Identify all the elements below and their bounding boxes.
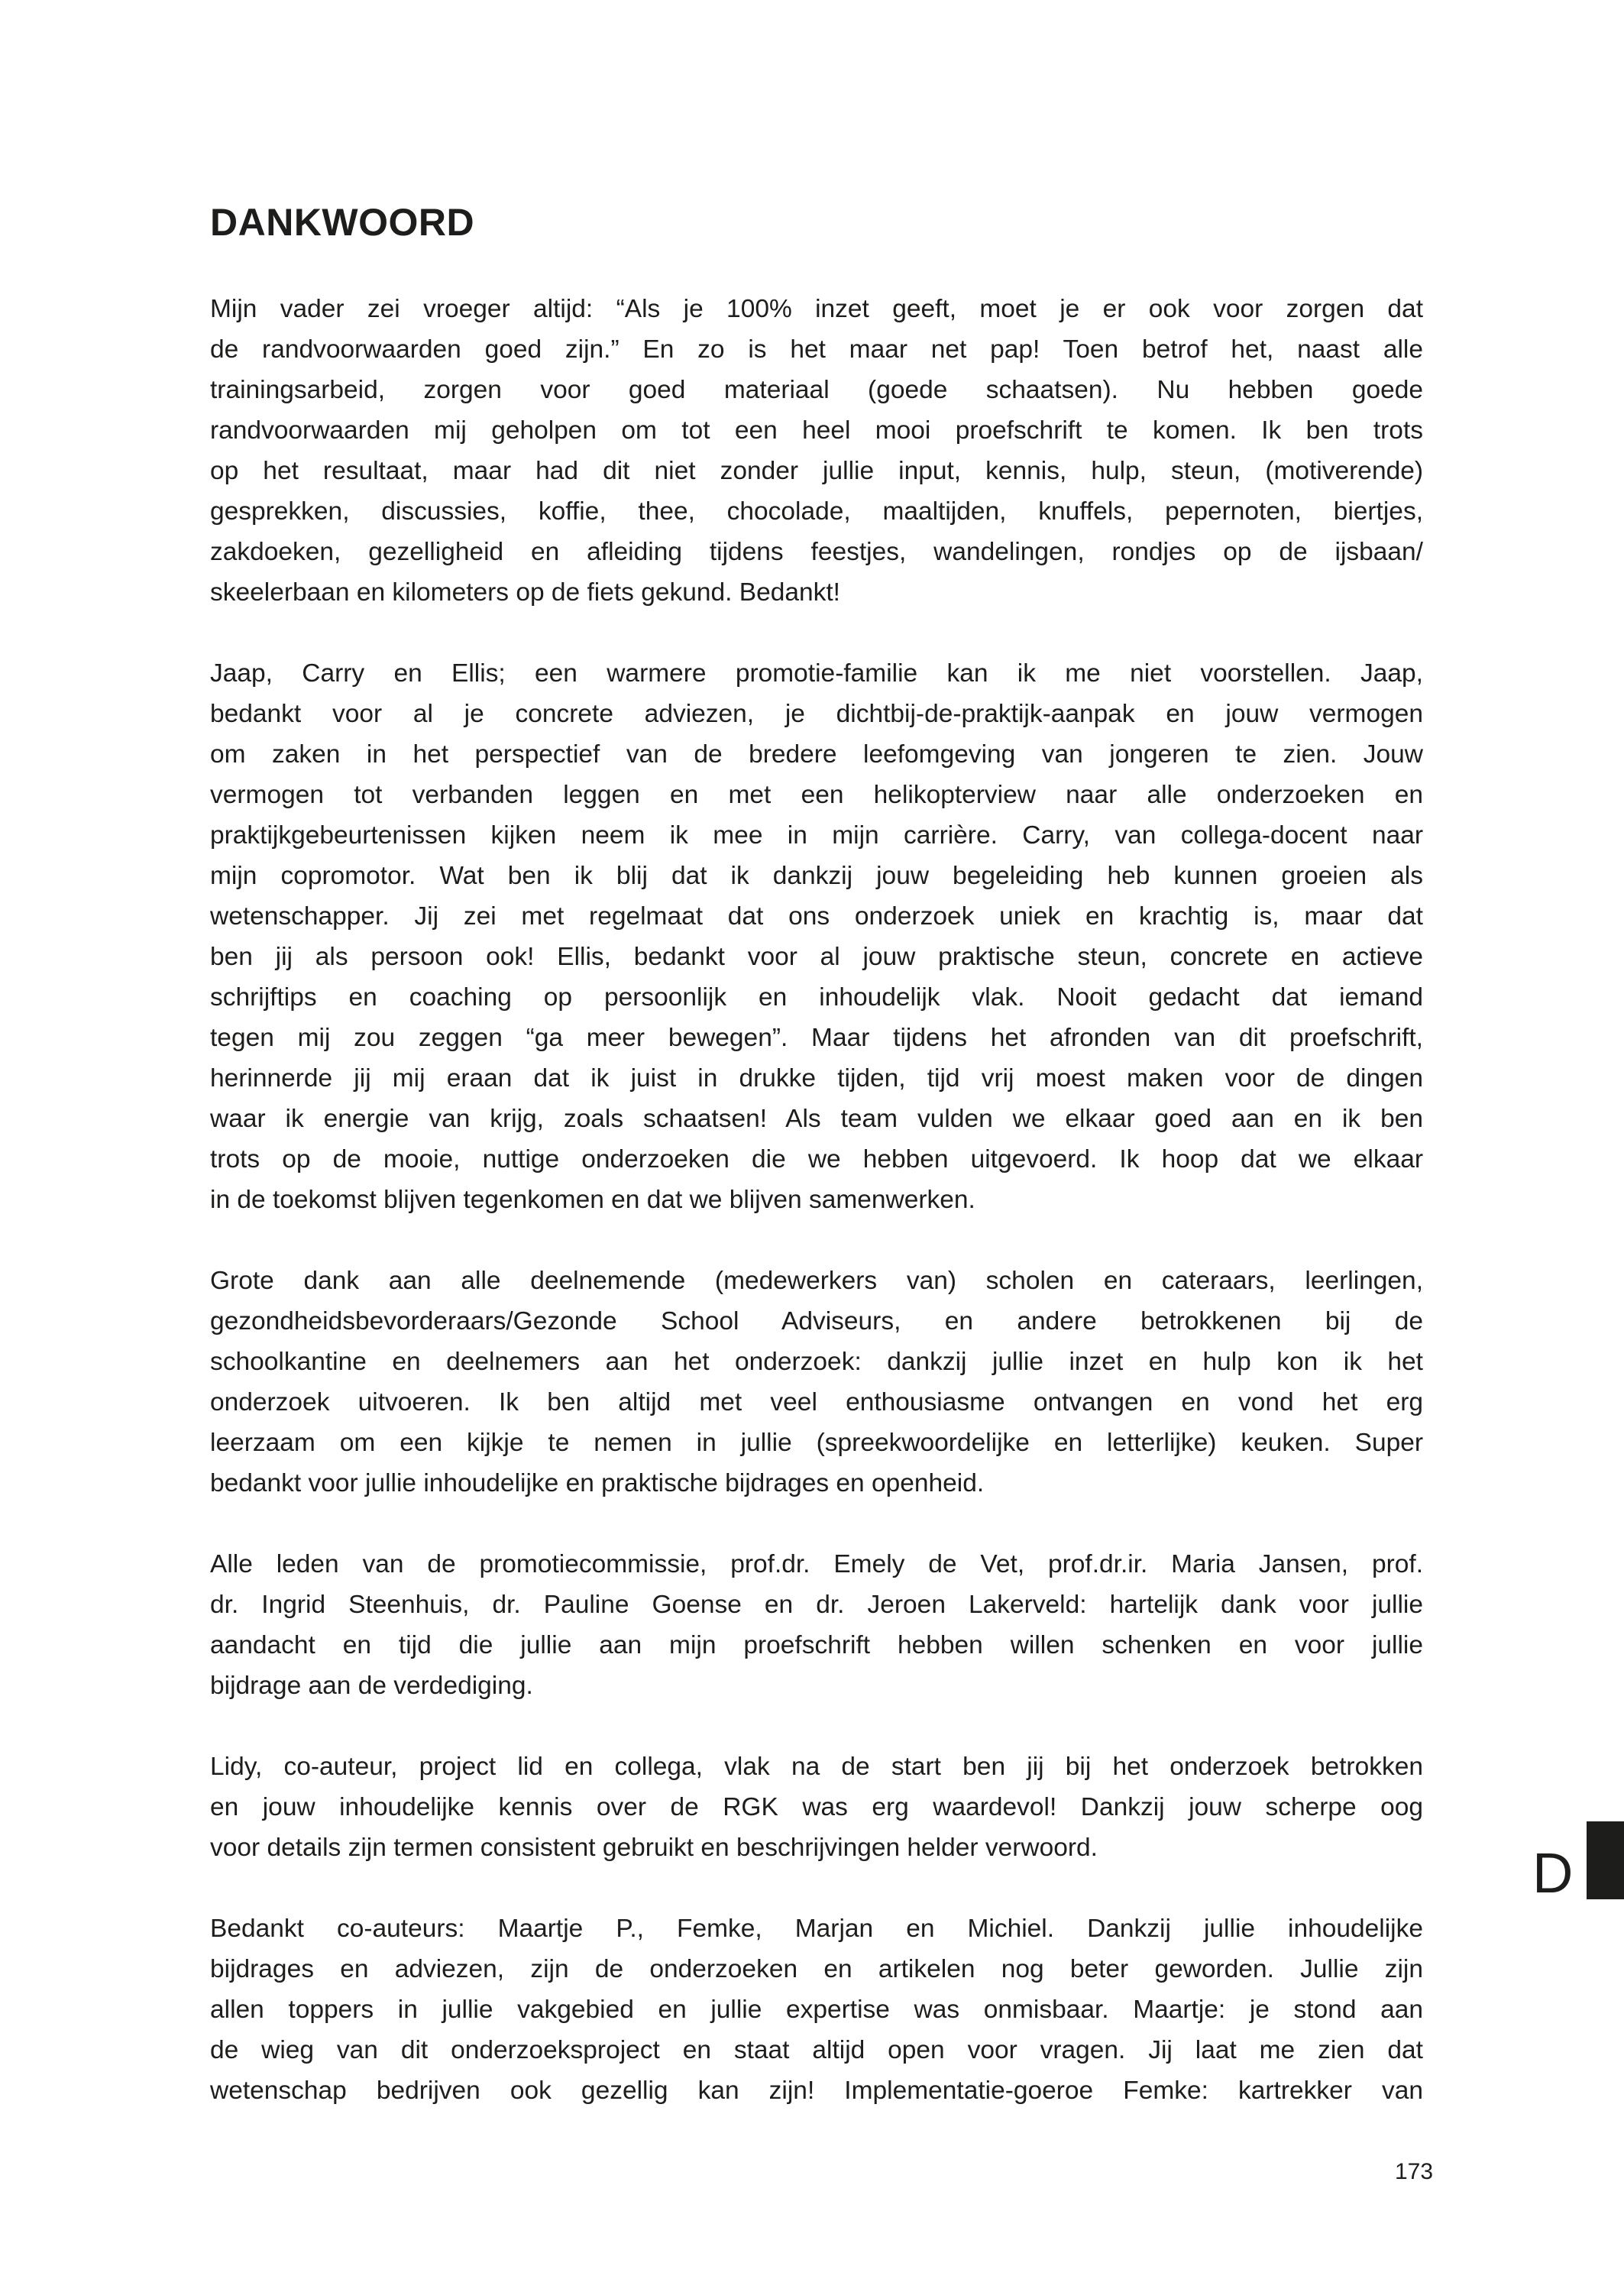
text-line: mijn copromotor. Wat ben ik blij dat ik dankzij jouw begeleiding heb kunnen groeien als bbox=[210, 862, 1423, 890]
text-line: herinnerde jij mij eraan dat ik juist in drukke tijden, tijd vrij moest maken voor de dingen bbox=[210, 1064, 1423, 1093]
text-line: op het resultaat, maar had dit niet zonder jullie input, kennis, hulp, steun, (motiverende) bbox=[210, 457, 1423, 485]
text-line: wetenschap bedrijven ook gezellig kan zijn! Implementatie-goeroe Femke: kartrekker van bbox=[210, 2077, 1423, 2105]
text-line: bijdrage aan de verdediging. bbox=[210, 1672, 533, 1700]
text-line: schoolkantine en deelnemers aan het onderzoek: dankzij jullie inzet en hulp kon ik het bbox=[210, 1348, 1423, 1376]
text-line: Jaap, Carry en Ellis; een warmere promotie-familie kan ik me niet voorstellen. Jaap, bbox=[210, 659, 1423, 688]
text-line: Mijn vader zei vroeger altijd: “Als je 100% inzet geeft, moet je er ook voor zorgen dat bbox=[210, 295, 1423, 323]
text-line: dr. Ingrid Steenhuis, dr. Pauline Goense en dr. Jeroen Lakerveld: hartelijk dank voor jullie bbox=[210, 1591, 1423, 1619]
page-title: DANKWOORD bbox=[210, 201, 475, 244]
text-line: bedankt voor al je concrete adviezen, je dichtbij-de-praktijk-aanpak en jouw vermogen bbox=[210, 700, 1423, 728]
text-line: en jouw inhoudelijke kennis over de RGK was erg waardevol! Dankzij jouw scherpe oog bbox=[210, 1793, 1423, 1821]
text-line: zakdoeken, gezelligheid en afleiding tijdens feestjes, wandelingen, rondjes op de ijsbaan/ bbox=[210, 538, 1423, 566]
text-line: de randvoorwaarden goed zijn.” En zo is het maar net pap! Toen betrof het, naast alle bbox=[210, 335, 1423, 364]
paragraph bbox=[210, 1544, 1423, 1706]
text-line: Lidy, co-auteur, project lid en collega, vlak na de start ben jij bij het onderzoek betrokken bbox=[210, 1753, 1423, 1781]
text-line: bijdrages en adviezen, zijn de onderzoeken en artikelen nog beter geworden. Jullie zijn bbox=[210, 1955, 1423, 1983]
text-line: in de toekomst blijven tegenkomen en dat we blijven samenwerken. bbox=[210, 1186, 975, 1214]
section-tab-marker bbox=[1587, 1821, 1624, 1899]
text-line: Bedankt co-auteurs: Maartje P., Femke, Marjan en Michiel. Dankzij jullie inhoudelijke bbox=[210, 1915, 1423, 1943]
text-line: leerzaam om een kijkje te nemen in jullie (spreekwoordelijke en letterlijke) keuken. Super bbox=[210, 1429, 1423, 1457]
text-line: vermogen tot verbanden leggen en met een helikopterview naar alle onderzoeken en bbox=[210, 781, 1423, 809]
text-line: wetenschapper. Jij zei met regelmaat dat ons onderzoek uniek en krachtig is, maar dat bbox=[210, 902, 1423, 931]
paragraph bbox=[210, 289, 1423, 613]
text-line: ben jij als persoon ook! Ellis, bedankt voor al jouw praktische steun, concrete en actieve bbox=[210, 943, 1423, 971]
body-text bbox=[210, 289, 1423, 2151]
section-tab-letter: D bbox=[1532, 1841, 1574, 1905]
text-line: trainingsarbeid, zorgen voor goed materiaal (goede schaatsen). Nu hebben goede bbox=[210, 376, 1423, 404]
text-line: praktijkgebeurtenissen kijken neem ik mee in mijn carrière. Carry, van collega-docent naar bbox=[210, 821, 1423, 850]
text-line: voor details zijn termen consistent gebruikt en beschrijvingen helder verwoord. bbox=[210, 1834, 1098, 1862]
text-line: gesprekken, discussies, koffie, thee, chocolade, maaltijden, knuffels, pepernoten, biertjes, bbox=[210, 497, 1423, 526]
text-line: onderzoek uitvoeren. Ik ben altijd met veel enthousiasme ontvangen en vond het erg bbox=[210, 1388, 1423, 1416]
text-line: bedankt voor jullie inhoudelijke en praktische bijdrages en openheid. bbox=[210, 1469, 985, 1497]
text-line: de wieg van dit onderzoeksproject en staat altijd open voor vragen. Jij laat me zien dat bbox=[210, 2036, 1423, 2064]
text-line: Alle leden van de promotiecommissie, prof.dr. Emely de Vet, prof.dr.ir. Maria Jansen, prof. bbox=[210, 1550, 1423, 1578]
text-line: schrijftips en coaching op persoonlijk en inhoudelijk vlak. Nooit gedacht dat iemand bbox=[210, 983, 1423, 1012]
text-line: allen toppers in jullie vakgebied en jullie expertise was onmisbaar. Maartje: je stond aan bbox=[210, 1996, 1423, 2024]
text-line: randvoorwaarden mij geholpen om tot een heel mooi proefschrift te komen. Ik ben trots bbox=[210, 416, 1423, 445]
page-number: 173 bbox=[1395, 2159, 1434, 2184]
paragraph bbox=[210, 1747, 1423, 1868]
text-line: gezondheidsbevorderaars/Gezonde School Adviseurs, en andere betrokkenen bij de bbox=[210, 1307, 1423, 1335]
paragraph bbox=[210, 653, 1423, 1220]
text-line: skeelerbaan en kilometers op de fiets gekund. Bedankt! bbox=[210, 578, 840, 607]
paragraph bbox=[210, 1908, 1423, 2111]
text-line: om zaken in het perspectief van de bredere leefomgeving van jongeren te zien. Jouw bbox=[210, 740, 1423, 769]
text-line: waar ik energie van krijg, zoals schaatsen! Als team vulden we elkaar goed aan en ik ben bbox=[210, 1105, 1423, 1133]
paragraph bbox=[210, 1261, 1423, 1504]
text-line: trots op de mooie, nuttige onderzoeken die we hebben uitgevoerd. Ik hoop dat we elkaar bbox=[210, 1145, 1423, 1174]
text-line: Grote dank aan alle deelnemende (medewerkers van) scholen en cateraars, leerlingen, bbox=[210, 1267, 1423, 1295]
text-line: aandacht en tijd die jullie aan mijn proefschrift hebben willen schenken en voor jullie bbox=[210, 1631, 1423, 1659]
text-line: tegen mij zou zeggen “ga meer bewegen”. Maar tijdens het afronden van dit proefschrift, bbox=[210, 1024, 1423, 1052]
